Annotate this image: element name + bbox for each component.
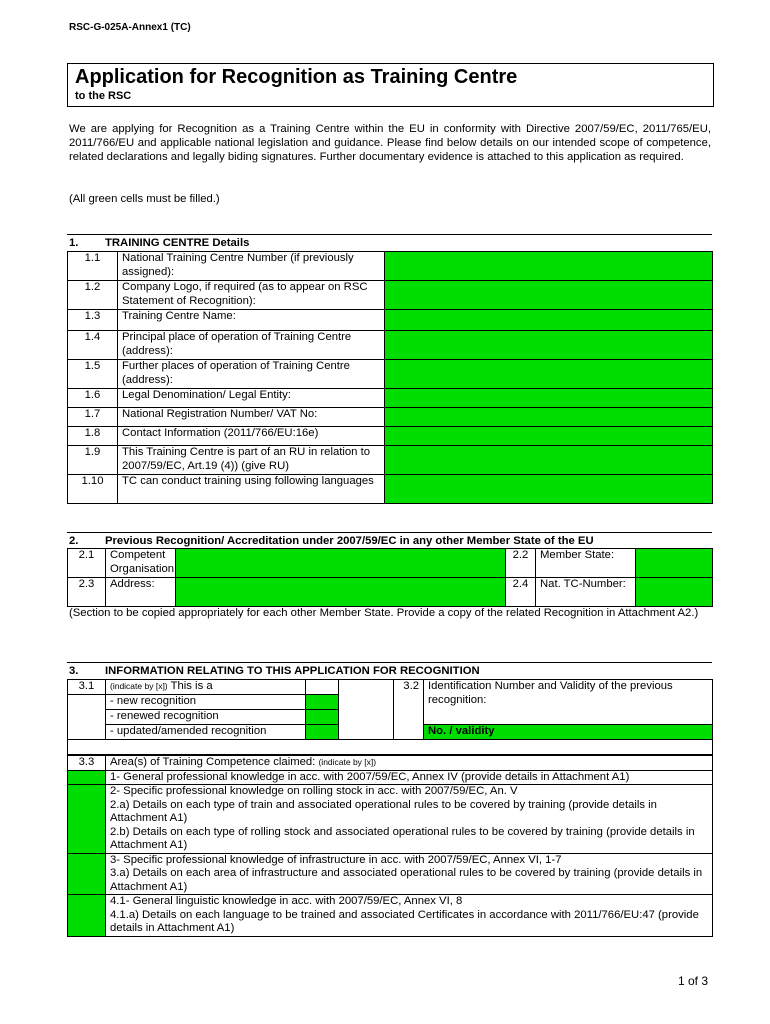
table-row bbox=[68, 331, 713, 360]
input-cell-training-centre-name[interactable] bbox=[385, 310, 713, 331]
row-number: 1.7 bbox=[68, 408, 118, 427]
section2-title: Previous Recognition/ Accreditation under 2007/59/EC in any other Member State of the EU bbox=[105, 535, 594, 547]
area-line: 4.1.a) Details on each language to be trained and associated Certificates in accordance with 2011/766/EU:47 (provide details in Attachment A1) bbox=[110, 908, 699, 934]
input-cell-contact-information[interactable] bbox=[385, 427, 713, 446]
table-row bbox=[68, 310, 713, 331]
section2-footnote: (Section to be copied appropriately for each other Member State. Provide a copy of the related Recognition in Attachment A2.) bbox=[69, 607, 699, 619]
table-row bbox=[68, 427, 713, 446]
table-row bbox=[68, 770, 713, 785]
area-line: 3- Specific professional knowledge of infrastructure in acc. with 2007/59/EC, Annex VI, 1-7 bbox=[110, 853, 562, 866]
area-line: 3.a) Details on each area of infrastructure and associated operational rules to be covered by training (provide details in Attachment A1) bbox=[110, 867, 703, 893]
green-cells-note: (All green cells must be filled.) bbox=[69, 193, 220, 205]
checkbox-renewed-recognition[interactable] bbox=[306, 710, 339, 725]
title-box bbox=[67, 63, 714, 107]
input-cell-vat-number[interactable] bbox=[385, 408, 713, 427]
row-label: National Registration Number/ VAT No: bbox=[118, 408, 385, 427]
area-line: 2.a) Details on each type of train and associated operational rules to be covered by training (provide details in Attachment A1) bbox=[110, 798, 657, 824]
area-line: 2.b) Details on each type of rolling stock and associated operational rules to be covered by training (provide details in Attachment A1) bbox=[110, 825, 695, 851]
input-cell-company-logo[interactable] bbox=[385, 281, 713, 310]
row-label: Address: bbox=[106, 578, 176, 607]
table-row bbox=[68, 785, 713, 854]
section3-title: INFORMATION RELATING TO THIS APPLICATION FOR RECOGNITION bbox=[105, 665, 480, 677]
spacer-cell bbox=[68, 725, 106, 740]
competence-areas-label bbox=[106, 756, 713, 771]
input-cell-principal-place[interactable] bbox=[385, 331, 713, 360]
row-number: 1.4 bbox=[68, 331, 118, 360]
section2-table bbox=[67, 548, 713, 607]
row-number: 1.8 bbox=[68, 427, 118, 446]
page-title: Application for Recognition as Training Centre bbox=[75, 66, 518, 88]
row-label: This Training Centre is part of an RU in relation to 2007/59/EC, Art.19 (4)) (give RU) bbox=[118, 446, 385, 475]
previous-recognition-label: Identification Number and Validity of the previous recognition: bbox=[424, 680, 713, 725]
option-label: - renewed recognition bbox=[106, 710, 306, 725]
area-line: 1- General professional knowledge in acc. with 2007/59/EC, Annex IV (provide details in Attachment A1) bbox=[110, 770, 630, 783]
row-label: Principal place of operation of Training Centre (address): bbox=[118, 331, 385, 360]
recognition-type-label bbox=[106, 680, 306, 695]
area-line: 4.1- General linguistic knowledge in acc. with 2007/59/EC, Annex VI, 8 bbox=[110, 895, 463, 907]
input-cell-railway-undertaking[interactable] bbox=[385, 446, 713, 475]
checkbox-area-3[interactable] bbox=[68, 853, 106, 895]
row-number: 2.3 bbox=[68, 578, 106, 607]
row-label: Training Centre Name: bbox=[118, 310, 385, 331]
row-number: 1.5 bbox=[68, 360, 118, 389]
row-number: 2.1 bbox=[68, 549, 106, 578]
this-is-a-label: This is a bbox=[170, 680, 213, 692]
input-cell-member-state[interactable] bbox=[636, 549, 713, 578]
table-row bbox=[68, 360, 713, 389]
input-cell-training-centre-number[interactable] bbox=[385, 252, 713, 281]
section1-table bbox=[67, 251, 713, 504]
competence-area-2 bbox=[106, 785, 713, 854]
row-number: 1.3 bbox=[68, 310, 118, 331]
table-row bbox=[68, 895, 713, 937]
option-label: - updated/amended recognition bbox=[106, 725, 306, 740]
row-label: Further places of operation of Training Centre (address): bbox=[118, 360, 385, 389]
competence-area-4 bbox=[106, 895, 713, 937]
table-row bbox=[68, 853, 713, 895]
row-number: 1.9 bbox=[68, 446, 118, 475]
row-number: 2.2 bbox=[506, 549, 536, 578]
section1-title: TRAINING CENTRE Details bbox=[105, 237, 250, 249]
section3-number: 3. bbox=[69, 665, 79, 677]
competence-area-3 bbox=[106, 853, 713, 895]
section3-table-b bbox=[67, 755, 713, 937]
spacer-cell bbox=[339, 680, 394, 740]
table-row bbox=[68, 578, 713, 607]
row-label: Legal Denomination/ Legal Entity: bbox=[118, 389, 385, 408]
input-cell-further-places[interactable] bbox=[385, 360, 713, 389]
competence-areas-text: Area(s) of Training Competence claimed: bbox=[110, 756, 316, 768]
row-label: National Training Centre Number (if previously assigned): bbox=[118, 252, 385, 281]
checkbox-area-2[interactable] bbox=[68, 785, 106, 854]
input-cell-training-languages[interactable] bbox=[385, 475, 713, 504]
row-number: 3.1 bbox=[68, 680, 106, 695]
spacer-cell bbox=[68, 710, 106, 725]
table-row bbox=[68, 252, 713, 281]
table-row bbox=[68, 680, 713, 695]
table-row bbox=[68, 281, 713, 310]
row-number: 1.2 bbox=[68, 281, 118, 310]
row-number: 1.10 bbox=[68, 475, 118, 504]
checkbox-area-4[interactable] bbox=[68, 895, 106, 937]
option-label: - new recognition bbox=[106, 695, 306, 710]
row-label: Competent Organisation: bbox=[106, 549, 176, 578]
row-number: 3.3 bbox=[68, 756, 106, 771]
competence-area-1 bbox=[106, 770, 713, 785]
table-row bbox=[68, 408, 713, 427]
input-cell-competent-organisation[interactable] bbox=[176, 549, 506, 578]
table-row bbox=[68, 740, 713, 755]
row-label: Contact Information (2011/766/EU:16e) bbox=[118, 427, 385, 446]
table-row bbox=[68, 549, 713, 578]
row-label: Nat. TC-Number: bbox=[536, 578, 636, 607]
indicate-hint: (indicate by [x]) bbox=[318, 757, 377, 767]
section3-rule bbox=[67, 662, 712, 663]
input-cell-number-validity[interactable]: No. / validity bbox=[424, 725, 713, 740]
row-number: 3.2 bbox=[394, 680, 424, 740]
spacer-row bbox=[68, 740, 713, 755]
row-number: 1.6 bbox=[68, 389, 118, 408]
checkbox-updated-recognition[interactable] bbox=[306, 725, 339, 740]
table-row bbox=[68, 475, 713, 504]
table-row bbox=[68, 446, 713, 475]
table-row bbox=[68, 756, 713, 771]
input-cell-address[interactable] bbox=[176, 578, 506, 607]
section1-number: 1. bbox=[69, 237, 79, 249]
page-subtitle: to the RSC bbox=[75, 90, 132, 102]
row-number: 1.1 bbox=[68, 252, 118, 281]
row-label: Company Logo, if required (as to appear on RSC Statement of Recognition): bbox=[118, 281, 385, 310]
section1-rule bbox=[67, 234, 712, 235]
section2-rule bbox=[67, 532, 712, 533]
indicate-hint: (indicate by [x]) bbox=[110, 681, 168, 691]
row-label: Member State: bbox=[536, 549, 636, 578]
checkbox-new-recognition[interactable] bbox=[306, 695, 339, 710]
section2-number: 2. bbox=[69, 535, 79, 547]
page-number: 1 of 3 bbox=[678, 974, 709, 988]
checkbox-area-1[interactable] bbox=[68, 770, 106, 785]
table-row bbox=[68, 389, 713, 408]
row-label: TC can conduct training using following languages bbox=[118, 475, 385, 504]
spacer-cell bbox=[68, 695, 106, 710]
section3-table-a bbox=[67, 679, 713, 755]
row-number: 2.4 bbox=[506, 578, 536, 607]
intro-paragraph: We are applying for Recognition as a Training Centre within the EU in conformity with Directive 2007/59/EC, 2011/765/EU, 2011/766/EU and applicable national legislation and guidance. Please find below details on our intended scope of competence, related declarations and legally biding signatures. Further documentary evidence is attached to this application as required. bbox=[69, 123, 711, 164]
document-reference: RSC-G-025A-Annex1 (TC) bbox=[69, 22, 191, 33]
spacer-cell bbox=[306, 680, 339, 695]
input-cell-legal-entity[interactable] bbox=[385, 389, 713, 408]
area-line: 2- Specific professional knowledge on rolling stock in acc. with 2007/59/EC, An. V bbox=[110, 785, 518, 797]
input-cell-national-tc-number[interactable] bbox=[636, 578, 713, 607]
